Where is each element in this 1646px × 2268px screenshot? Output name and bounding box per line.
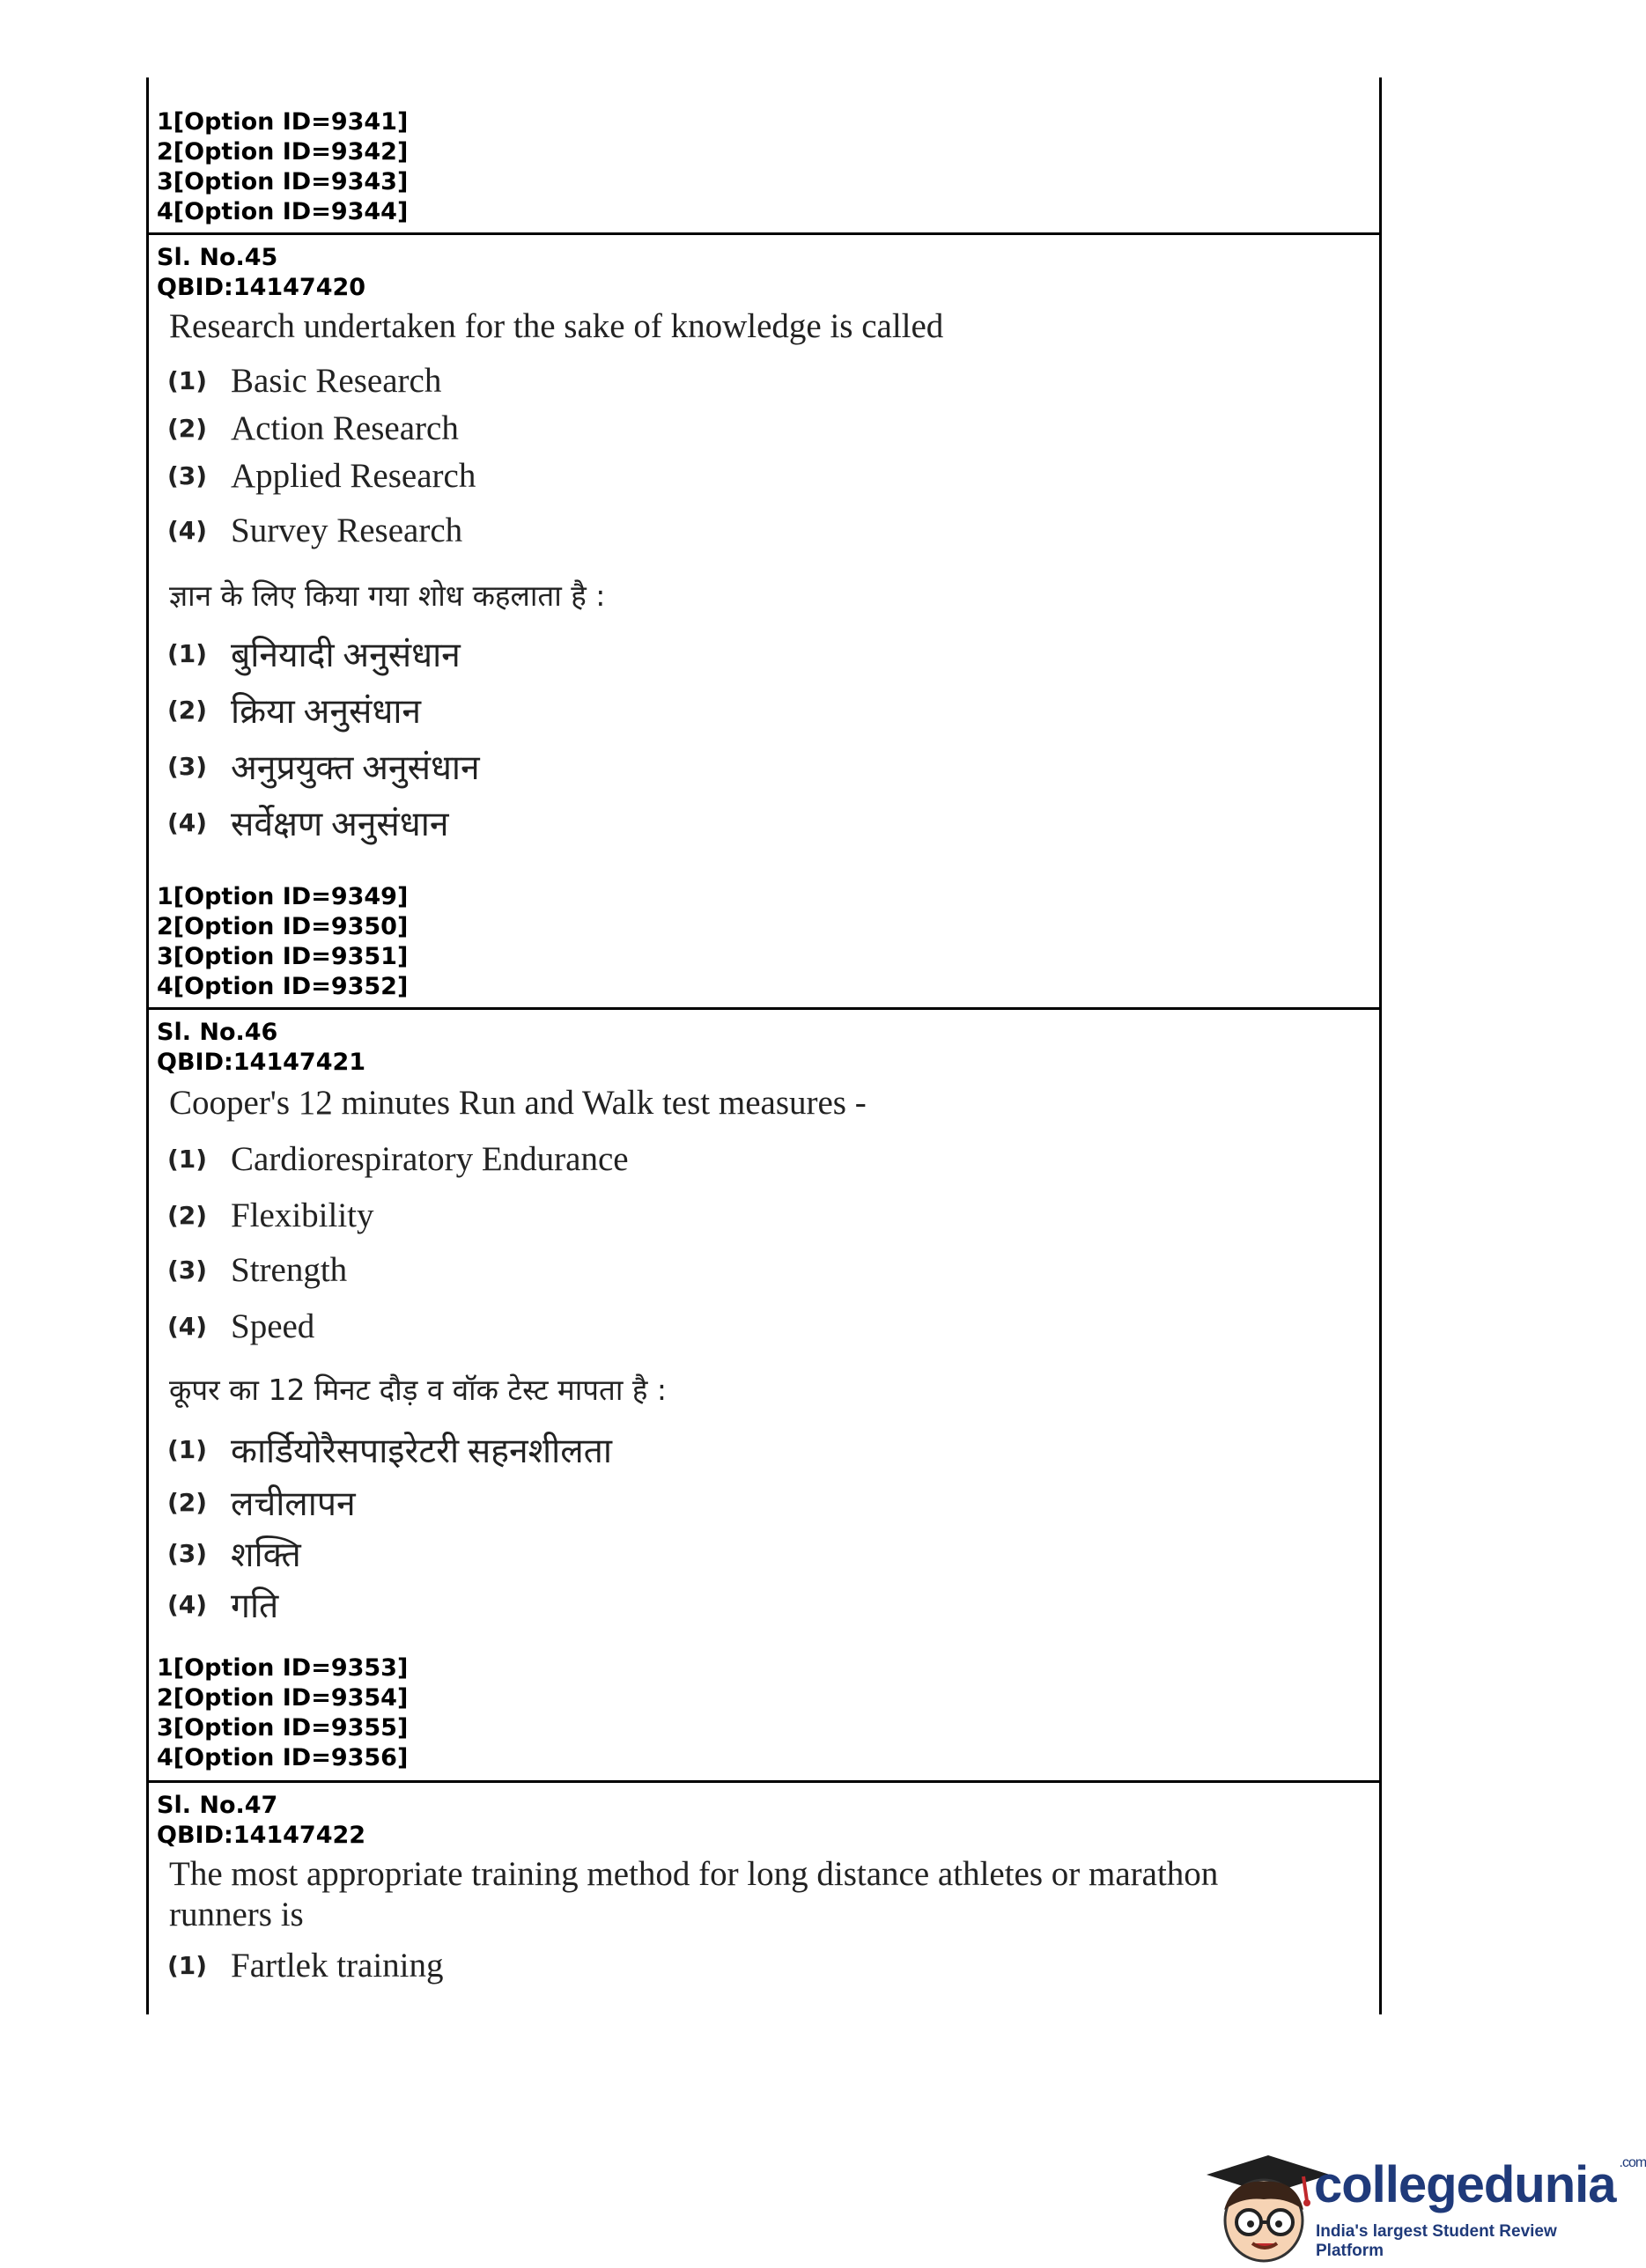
option-number: (3) [167, 461, 208, 490]
option-text: Survey Research [231, 512, 463, 549]
option-number: (1) [167, 366, 208, 395]
option-id: 4[Option ID=9352] [157, 973, 409, 1000]
option-en [167, 1250, 347, 1290]
row-divider [146, 232, 1382, 235]
option-number: (4) [167, 1312, 208, 1341]
option-number: (2) [167, 1488, 208, 1517]
option-hi [167, 743, 480, 790]
option-id: 1[Option ID=9353] [157, 1654, 409, 1682]
option-number: (4) [167, 516, 208, 545]
option-id: 2[Option ID=9354] [157, 1684, 409, 1712]
option-id: 2[Option ID=9350] [157, 913, 409, 940]
option-en [167, 1946, 444, 1985]
serial-number: Sl. No.46 [157, 1019, 278, 1046]
option-text: Applied Research [231, 457, 476, 495]
option-text: Strength [231, 1251, 348, 1289]
question-text-en: Cooper's 12 minutes Run and Walk test measures - [169, 1084, 867, 1122]
option-hi [167, 630, 461, 677]
option-text: Action Research [231, 409, 459, 447]
option-id: 2[Option ID=9342] [157, 138, 409, 166]
qbid: QBID:14147421 [157, 1049, 366, 1076]
option-number: (2) [167, 696, 208, 725]
option-text: गति [231, 1587, 279, 1625]
option-text: क्रिया अनुसंधान [231, 693, 422, 731]
option-en [167, 409, 459, 448]
option-number: (2) [167, 1201, 208, 1230]
option-text: Flexibility [231, 1197, 374, 1234]
option-id-list [157, 107, 408, 227]
option-id: 4[Option ID=9344] [157, 198, 409, 225]
option-id: 1[Option ID=9349] [157, 883, 409, 910]
option-number: (2) [167, 414, 208, 443]
option-number: (3) [167, 752, 208, 781]
option-en [167, 1196, 374, 1235]
row-divider [146, 1780, 1382, 1783]
option-number: (3) [167, 1539, 208, 1568]
option-en [167, 1307, 314, 1346]
serial-number: Sl. No.47 [157, 1792, 278, 1819]
row-divider [146, 1007, 1382, 1010]
option-id: 1[Option ID=9341] [157, 108, 409, 136]
option-number: (1) [167, 1951, 208, 1980]
serial-number: Sl. No.45 [157, 244, 278, 271]
qbid: QBID:14147422 [157, 1822, 366, 1849]
option-en [167, 1139, 629, 1179]
option-id: 4[Option ID=9356] [157, 1744, 409, 1771]
option-id: 3[Option ID=9343] [157, 168, 409, 195]
brand-tagline: India's largest Student Review Platform [1316, 2222, 1557, 2260]
question-text-hi: ज्ञान के लिए किया गया शोध कहलाता है : [169, 578, 606, 613]
option-number: (1) [167, 1435, 208, 1464]
option-id: 3[Option ID=9351] [157, 943, 409, 970]
brand-name: collegedunia $^{.com}$ [1314, 2155, 1646, 2213]
option-id-list [157, 882, 408, 1002]
option-en [167, 361, 441, 401]
option-text: लचीलापन [231, 1485, 356, 1523]
option-hi [167, 687, 421, 733]
option-text: कार्डियोरैसपाइरेटरी सहनशीलता [231, 1432, 612, 1470]
question-text-en: The most appropriate training method for long distance athletes or marathon runners is [169, 1855, 1219, 1933]
option-en [167, 511, 462, 550]
question-text-en: Research undertaken for the sake of knowledge is called [169, 307, 944, 345]
option-hi [167, 1479, 356, 1526]
option-id-list [157, 1653, 408, 1773]
option-number: (1) [167, 639, 208, 668]
option-number: (4) [167, 808, 208, 837]
option-text: सर्वेक्षण अनुसंधान [231, 806, 449, 843]
option-text: Basic Research [231, 362, 442, 400]
option-text: बुनियादी अनुसंधान [231, 637, 461, 674]
option-hi [167, 1581, 278, 1628]
question-text-hi: कूपर का 12 मिनट दौड़ व वॉक टेस्ट मापता है : [169, 1373, 668, 1407]
option-text: शक्ति [231, 1536, 301, 1574]
option-hi [167, 1530, 301, 1577]
option-text: Cardiorespiratory Endurance [231, 1140, 629, 1178]
option-id: 3[Option ID=9355] [157, 1714, 409, 1742]
qbid: QBID:14147420 [157, 274, 366, 301]
option-text: Fartlek training [231, 1947, 444, 1984]
option-number: (1) [167, 1145, 208, 1174]
option-text: Speed [231, 1307, 315, 1345]
option-hi [167, 799, 449, 846]
option-en [167, 456, 476, 496]
option-hi [167, 1426, 612, 1473]
option-number: (4) [167, 1590, 208, 1619]
option-text: अनुप्रयुक्त अनुसंधान [231, 749, 480, 787]
option-number: (3) [167, 1256, 208, 1285]
